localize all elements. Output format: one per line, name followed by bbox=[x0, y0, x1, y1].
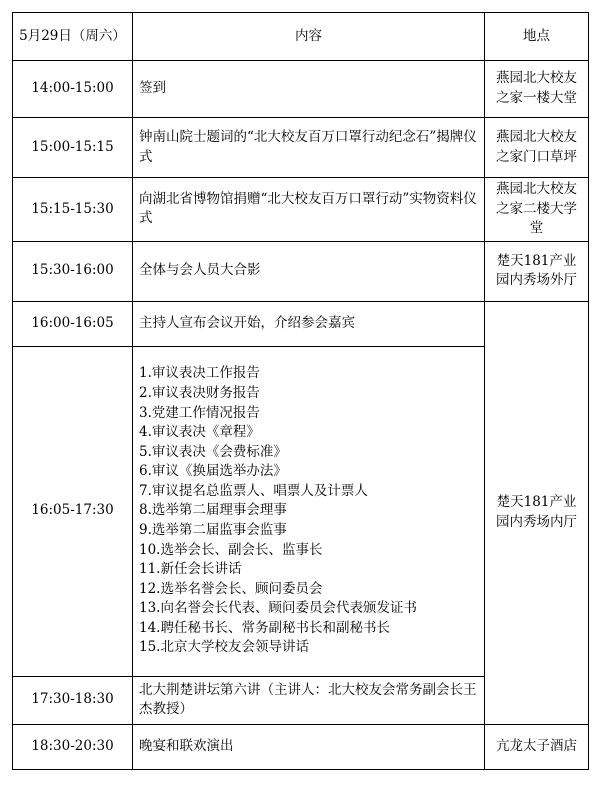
row-time: 16:00-16:05 bbox=[13, 301, 133, 346]
row-place: 燕园北大校友之家二楼大学堂 bbox=[485, 178, 589, 242]
row-content: 全体与会人员大合影 bbox=[133, 241, 485, 301]
row-place: 燕园北大校友之家门口草坪 bbox=[485, 118, 589, 178]
list-item: 2.审议表决财务报告 bbox=[139, 385, 260, 402]
list-item: 11.新任会长讲话 bbox=[139, 561, 242, 578]
row-place: 燕园北大校友之家一楼大堂 bbox=[485, 61, 589, 118]
table-row bbox=[13, 178, 589, 242]
list-item: 3.党建工作情况报告 bbox=[139, 404, 260, 421]
row-time: 15:00-15:15 bbox=[13, 118, 133, 178]
header-content: 内容 bbox=[133, 13, 485, 61]
table-row bbox=[13, 61, 589, 118]
table-row bbox=[13, 241, 589, 301]
list-item: 4.审议表决《章程》 bbox=[139, 424, 260, 441]
row-place: 楚天181产业园内秀场内厅 bbox=[485, 301, 589, 724]
list-item: 13.向名誉会长代表、顾问委员会代表颁发证书 bbox=[139, 600, 417, 617]
list-item: 12.选举名誉会长、顾问委员会 bbox=[139, 580, 323, 597]
row-content: 签到 bbox=[133, 61, 485, 118]
table-row bbox=[13, 118, 589, 178]
agenda-list bbox=[133, 346, 485, 676]
list-item: 6.审议《换届选举办法》 bbox=[139, 463, 287, 480]
row-time: 16:05-17:30 bbox=[13, 346, 133, 676]
list-item: 15.北京大学校友会领导讲话 bbox=[139, 639, 309, 656]
row-content: 向湖北省博物馆捐赠“北大校友百万口罩行动”实物资料仪式 bbox=[133, 178, 485, 242]
row-time: 18:30-20:30 bbox=[13, 724, 133, 769]
row-time: 14:00-15:00 bbox=[13, 61, 133, 118]
list-item: 10.选举会长、副会长、监事长 bbox=[139, 541, 323, 558]
header-row bbox=[13, 13, 589, 61]
header-date: 5月29日（周六） bbox=[13, 13, 133, 61]
list-item: 9.选举第二届监事会监事 bbox=[139, 521, 287, 538]
row-content: 晚宴和联欢演出 bbox=[133, 724, 485, 769]
table-row bbox=[13, 301, 589, 346]
list-item: 8.选举第二届理事会理事 bbox=[139, 502, 287, 519]
row-time: 15:15-15:30 bbox=[13, 178, 133, 242]
row-place: 亢龙太子酒店 bbox=[485, 724, 589, 769]
schedule-table bbox=[12, 12, 589, 770]
list-item: 7.审议提名总监票人、唱票人及计票人 bbox=[139, 482, 368, 499]
list-item: 14.聘任秘书长、常务副秘书长和副秘书长 bbox=[139, 619, 390, 636]
row-time: 17:30-18:30 bbox=[13, 676, 133, 724]
row-content: 北大荆楚讲坛第六讲（主讲人：北大校友会常务副会长王杰教授） bbox=[133, 676, 485, 724]
list-item: 1.审议表决工作报告 bbox=[139, 365, 260, 382]
table-row bbox=[13, 724, 589, 769]
row-place: 楚天181产业园内秀场外厅 bbox=[485, 241, 589, 301]
header-place: 地点 bbox=[485, 13, 589, 61]
row-content: 钟南山院士题词的“北大校友百万口罩行动纪念石”揭牌仪式 bbox=[133, 118, 485, 178]
row-content: 主持人宣布会议开始，介绍参会嘉宾 bbox=[133, 301, 485, 346]
row-time: 15:30-16:00 bbox=[13, 241, 133, 301]
list-item: 5.审议表决《会费标准》 bbox=[139, 443, 287, 460]
